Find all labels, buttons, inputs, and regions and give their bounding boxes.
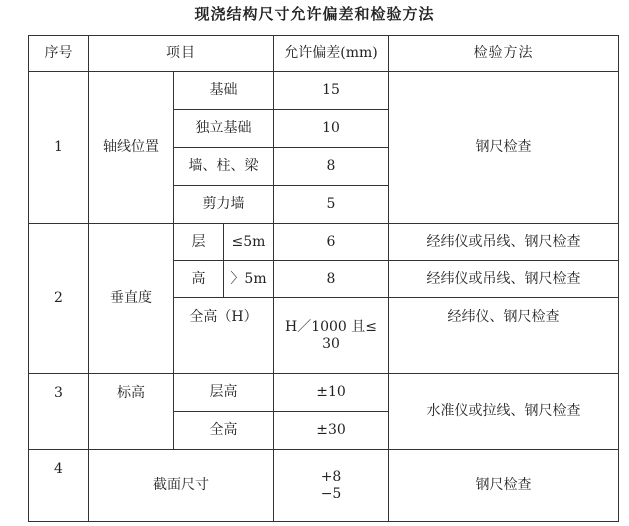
method-cell: 水准仪或拉线、钢尺检查 xyxy=(389,374,619,450)
method-cell: 经纬仪或吊线、钢尺检查 xyxy=(389,261,619,298)
row-no-1: 1 xyxy=(29,72,89,224)
header-method: 检验方法 xyxy=(389,36,619,72)
table-row xyxy=(29,72,619,110)
floor-condition: ≤5m xyxy=(224,224,274,261)
row-no-2: 2 xyxy=(29,224,89,374)
table-row xyxy=(29,450,619,522)
row-no-3: 3 xyxy=(29,374,89,450)
sub-item: 基础 xyxy=(174,72,274,110)
tolerance-value xyxy=(274,298,389,374)
sub-item: 全高 xyxy=(174,412,274,450)
header-no: 序号 xyxy=(29,36,89,72)
item-verticality: 垂直度 xyxy=(89,224,174,374)
tolerance-table xyxy=(28,35,619,522)
sub-item: 墙、柱、梁 xyxy=(174,148,274,186)
tolerance-value: ±10 xyxy=(274,374,389,412)
sub-item: 层高 xyxy=(174,374,274,412)
sub-item-full-height: 全高（H） xyxy=(174,298,274,374)
tolerance-value: ±30 xyxy=(274,412,389,450)
tolerance-value: 8 xyxy=(274,148,389,186)
tolerance-line: 30 xyxy=(322,335,340,352)
table-header-row xyxy=(29,36,619,72)
floor-condition: 〉5m xyxy=(224,261,274,298)
item-elevation: 标高 xyxy=(89,374,174,450)
method-cell: 经纬仪或吊线、钢尺检查 xyxy=(389,224,619,261)
table-title: 现浇结构尺寸允许偏差和检验方法 xyxy=(194,5,435,23)
tolerance-line: +8 xyxy=(320,468,342,485)
header-item: 项目 xyxy=(89,36,274,72)
tolerance-value: 10 xyxy=(274,110,389,148)
table-row xyxy=(29,374,619,412)
method-cell: 钢尺检查 xyxy=(389,450,619,522)
tolerance-value: 5 xyxy=(274,186,389,224)
tolerance-value: 6 xyxy=(274,224,389,261)
floor-label-char: 层 xyxy=(174,224,224,261)
item-section-size: 截面尺寸 xyxy=(89,450,274,522)
table-row xyxy=(29,224,619,261)
tolerance-line: H／1000 且≤ xyxy=(285,318,378,335)
method-cell: 钢尺检查 xyxy=(389,72,619,224)
item-axis-position: 轴线位置 xyxy=(89,72,174,224)
tolerance-value: 8 xyxy=(274,261,389,298)
header-tolerance: 允许偏差(mm) xyxy=(274,36,389,72)
tolerance-value xyxy=(274,450,389,522)
tolerance-value: 15 xyxy=(274,72,389,110)
floor-label-char: 高 xyxy=(174,261,224,298)
tolerance-line: −5 xyxy=(320,485,342,502)
method-cell: 经纬仪、钢尺检查 xyxy=(389,298,619,374)
row-no-4: 4 xyxy=(29,450,89,522)
sub-item: 剪力墙 xyxy=(174,186,274,224)
sub-item: 独立基础 xyxy=(174,110,274,148)
